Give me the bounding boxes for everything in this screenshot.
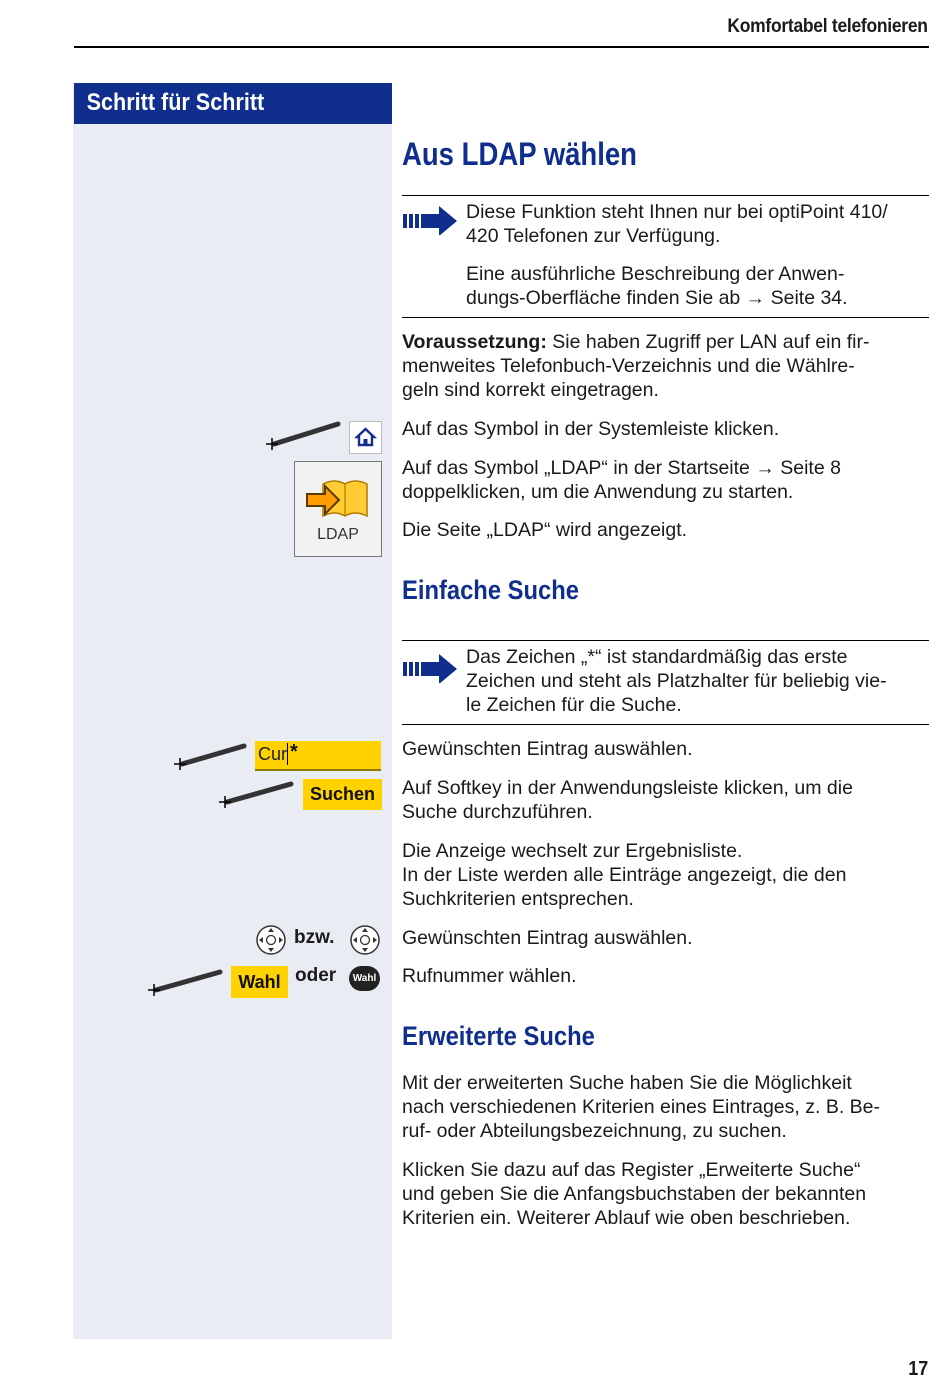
note-text-wildcard: Das Zeichen „*“ ist standardmäßig das erste Zeichen und steht als Platzhalter für beliebig vie- le Zeichen für die Suche.: [466, 646, 887, 716]
step-press-search: Auf Softkey in der Anwendungsleiste klicken, um die Suche durchzuführen.: [402, 777, 853, 823]
search-softkey[interactable]: Suchen: [303, 779, 382, 810]
sidebar-heading: [74, 83, 392, 124]
extended-search-text: Mit der erweiterten Suche haben Sie die Möglichkeit nach verschiedenen Kriterien eines Eintrages, z. B. Be- ruf- oder Abteilungsbezeichnung, zu suchen.: [402, 1072, 881, 1142]
step-results: Die Anzeige wechselt zur Ergebnisliste. In der Liste werden alle Einträge angezeigt, die den Suchkriterien entsprechen.: [402, 840, 847, 910]
note-text-2: Eine ausführliche Beschreibung der Anwen- dungs-Oberfläche finden Sie ab → Seite 34.: [466, 263, 848, 309]
sidebar-column: [73, 83, 392, 1339]
navigator-icon[interactable]: [349, 924, 381, 956]
divider: [402, 640, 929, 641]
step-dial-number: Rufnummer wählen.: [402, 965, 577, 987]
navigator-icon[interactable]: [255, 924, 287, 956]
section-title-simple-search: Einfache Suche: [402, 575, 579, 605]
header-rule: [74, 46, 929, 48]
text-cursor: [287, 743, 288, 765]
step-open-ldap: Auf das Symbol „LDAP“ in der Startseite → Seite 8 doppelklicken, um die Anwendung zu starten.: [402, 457, 841, 503]
stylus-icon: [217, 778, 295, 812]
prerequisite: Voraussetzung: Sie haben Zugriff per LAN auf ein fir- menweites Telefonbuch-Verzeichnis und die Wählre- geln sind korrekt eingetragen.: [402, 331, 870, 401]
ldap-icon-label: LDAP: [317, 526, 359, 543]
stylus-icon: [172, 740, 250, 774]
section-title-extended-search: Erweiterte Suche: [402, 1021, 595, 1051]
note-text: Diese Funktion steht Ihnen nur bei optiPoint 410/ 420 Telefonen zur Verfügung.: [466, 201, 888, 247]
stylus-icon: [146, 964, 226, 998]
divider: [402, 724, 929, 725]
sidebar-heading-text: Schritt für Schritt: [86, 89, 265, 116]
page-title: Aus LDAP wählen: [402, 136, 637, 172]
divider: [402, 195, 929, 196]
page-number: 17: [907, 1358, 928, 1380]
or-label: oder: [295, 965, 337, 986]
dial-key-icon[interactable]: Wahl: [349, 966, 380, 991]
step-click-system-icon: Auf das Symbol in der Systemleiste klicken.: [402, 418, 780, 440]
step-select-entry-2: Gewünschten Eintrag auswählen.: [402, 927, 693, 949]
step-select-entry: Gewünschten Eintrag auswählen.: [402, 738, 693, 760]
step-ldap-shown: Die Seite „LDAP“ wird angezeigt.: [402, 519, 688, 541]
running-header: Komfortabel telefonieren: [727, 16, 928, 37]
extended-search-text-2: Klicken Sie dazu auf das Register „Erweiterte Suche“ und geben Sie die Anfangsbuchstaben der bekannten Kriterien ein. Weiterer Ablauf wie oben beschrieben.: [402, 1159, 867, 1229]
or-label: bzw.: [294, 927, 335, 948]
note-arrow-icon: [403, 653, 458, 683]
stylus-icon: [264, 418, 342, 452]
home-icon[interactable]: [349, 421, 382, 454]
divider: [402, 317, 929, 318]
ldap-app-icon[interactable]: [294, 461, 382, 557]
search-input[interactable]: Cur *: [255, 741, 381, 771]
dial-softkey[interactable]: Wahl: [231, 966, 288, 998]
note-arrow-icon: [403, 205, 458, 235]
